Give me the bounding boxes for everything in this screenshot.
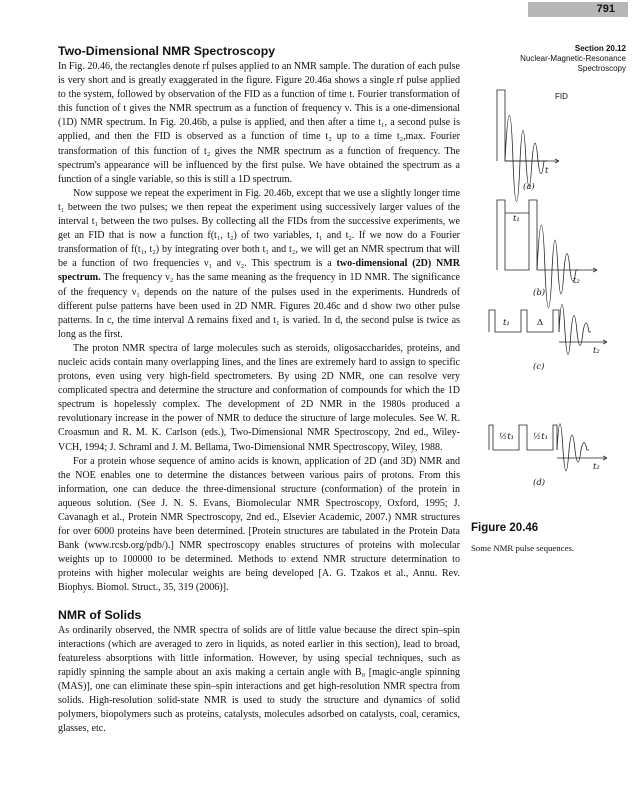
t-label-a: t bbox=[545, 166, 549, 176]
figure-caption: Some NMR pulse sequences. bbox=[471, 543, 575, 553]
paragraph-4: For a protein whose sequence of amino acids is known, application of 2D (and 3D) NMR and the NOE enables one to determine the distances between various pairs of protons. From this information, one can deduce the three-dimensional structure (conformation) of the protein in aqueous solution. (See J. N. S. Evans, Biomolecular NMR Spectroscopy, Oxford, 1995; J. Cavanagh et al., Protein NMR Spectroscopy, 2nd ed., Elsevier Academic, 2007.) NMR structures for over 6000 proteins have been determined. [Protein structures are tabulated in the Protein Data Bank (www.rcsb.org/pdb/).] NMR spectroscopy enables structures of proteins with molecular weights up to 100000 to be determined. Methods to extend NMR structure determination to proteins with higher molecular weights are being developed [A. G. Tzakos et al., Annu. Rev. Biophys. Biomol. Struct., 35, 319 (2006)]. bbox=[58, 455, 460, 594]
label-a: (a) bbox=[523, 182, 535, 192]
half-t1-label-2: ½t₁ bbox=[533, 432, 549, 442]
paragraph-solids: As ordinarily observed, the NMR spectra of solids are of little value because the direct spin–spin interactions (which are averaged to zero in liquids, as noted earlier in this section), lead to broad, featureless absorptions with little information. However, by using special techniques, such as rapidly spinning the sample about an axis making a certain angle with B₀ [magic-angle spinning (MAS)], one can eliminate these spin–spin interactions and get high-resolution NMR spectra from solids. High-resolution solid-state NMR is used to study the structure and dynamics of solid polymers, biopolymers such as proteins, catalysts, molecules adsorbed on catalysts, coal, ceramics, glasses, etc. bbox=[58, 624, 460, 735]
paragraph-2 bbox=[58, 187, 460, 342]
pulse-a bbox=[497, 90, 547, 161]
figure-title: Figure 20.46 bbox=[471, 522, 539, 534]
label-b: (b) bbox=[533, 288, 546, 298]
paragraph-2-part-b: The frequency ν₂ has the same meaning as the frequency in 1D NMR. The significance of the frequency ν₁ depends on the nature of the pulses used in the experiments. Hundreds of different pulse patterns have been used in 2D NMR. Figures 20.46c and d show two other pulse patterns. In c, the time interval Δ remains fixed and t₁ is varied. In d, the second pulse is twice as long as the first. bbox=[58, 272, 460, 340]
main-text-column bbox=[58, 44, 460, 736]
term-2d-nmr: two-dimensional (2D) NMR spectrum. bbox=[58, 258, 460, 284]
section-title-line2: Spectroscopy bbox=[577, 63, 626, 73]
t1-label-b: t₁ bbox=[513, 214, 520, 224]
label-c: (c) bbox=[533, 362, 545, 372]
pulses-c bbox=[489, 310, 559, 332]
fid-d bbox=[557, 424, 589, 471]
section-heading-solids: NMR of Solids bbox=[58, 607, 142, 622]
fid-c bbox=[559, 304, 591, 354]
t1-label-c: t₁ bbox=[503, 318, 510, 328]
section-title-line1: Nuclear-Magnetic-Resonance bbox=[520, 54, 626, 63]
label-d: (d) bbox=[533, 478, 546, 488]
half-t1-label-1: ½t₁ bbox=[499, 432, 515, 442]
fid-label: FID bbox=[555, 92, 568, 101]
t2-label-b: t₂ bbox=[573, 276, 580, 286]
t2-label-d: t₂ bbox=[593, 462, 600, 472]
delta-label-c: Δ bbox=[537, 318, 544, 328]
paragraph-1: In Fig. 20.46, the rectangles denote rf pulses applied to an NMR sample. The duration of each pulse is very short and is greatly exaggerated in the figure. Figure 20.46a shows a single rf pulse applied to the system, followed by observation of the FID as a function of time t. Fourier transformation of this function of t gives the NMR spectrum as a function of frequency ν. This is a one-dimensional (1D) NMR spectrum. In Fig. 20.46b, a pulse is applied, and then after a time t₁, a second pulse is applied, and then the FID is observed as a function of time t₂ up to a time t₂,max. Fourier transformation of this function of t₂ gives the NMR spectrum as a function of frequency. The spectrum's appearance will be influenced by the first pulse. We have obtained the spectrum as a function of a single variable, so this is still a 1D spectrum. bbox=[58, 61, 460, 185]
pulse-sequence-figure bbox=[487, 80, 617, 522]
page-header-bar bbox=[0, 0, 639, 19]
running-head bbox=[468, 44, 626, 73]
section-number: Section 20.12 bbox=[574, 44, 626, 53]
paragraph-3: The proton NMR spectra of large molecules such as steroids, oligosaccharides, proteins, and nucleic acids contain many overlapping lines, and the lines are extremely hard to assign to specific protons, even using very high-field spectrometers. By using 2D NMR, one can resolve very complicated spectra and determine the structure and conformation of compounds for which the 1D spectrum is hopelessly complex. The development of 2D NMR in the 1980s produced a revolutionary increase in the power of NMR to deduce the structure of large molecules. See W. R. Croasmun and R. M. K. Carlson (eds.), Two-Dimensional NMR Spectroscopy, 2nd ed., Wiley-VCH, 1994; J. Schraml and J. M. Bellama, Two-Dimensional NMR Spectroscopy, Wiley, 1988. bbox=[58, 342, 460, 453]
pulses-b bbox=[497, 200, 537, 270]
paragraph-2-part-a: Now suppose we repeat the experiment in Fig. 20.46b, except that we use a slightly longer time t₁ between the two pulses; we then repeat the experiment using successively larger values of the interval t₁ between the two pulses. By collecting all the FIDs from the successive experiments, we get an FID that is now a function f(t₁, t₂) of two variables, t₁ and t₂. If we now do a Fourier transformation of f(t₁, t₂) by integrating over both t₁ and t₂, we will get an NMR spectrum that will be a function of two frequencies ν₁ and ν₂. This spectrum is a bbox=[58, 187, 460, 270]
page-number: 791 bbox=[596, 3, 615, 15]
pulse-sequences-svg bbox=[487, 80, 617, 522]
section-heading-2d-nmr: Two-Dimensional NMR Spectroscopy bbox=[58, 44, 276, 58]
t2-label-c: t₂ bbox=[593, 346, 600, 356]
